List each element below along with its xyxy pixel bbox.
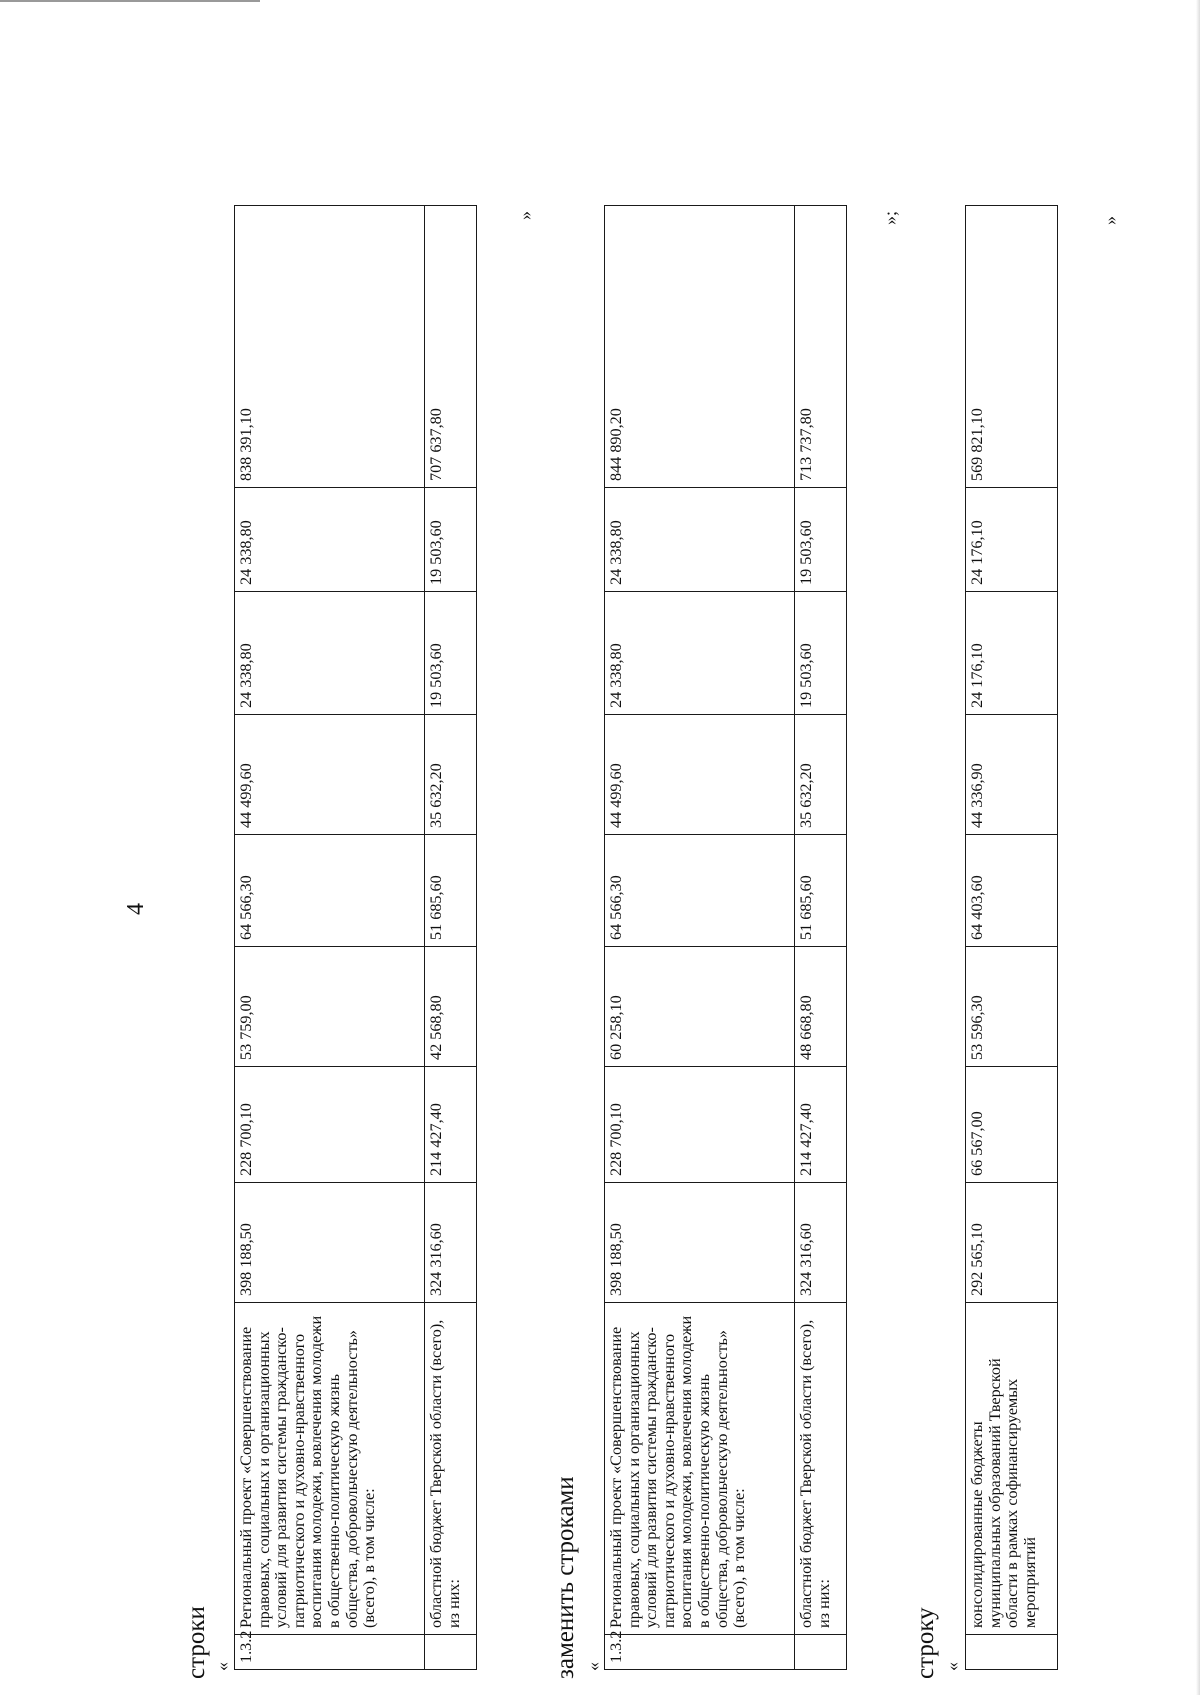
row-code (795, 1635, 847, 1670)
row-name: Региональный проект «Совершенствование правовых, социальных и организационных условий для развития системы гражданско-патриотического и духовно-нравственного воспитания молодежи, вовлечения молодежи в общественно-политическую жизнь общества, добровольческую деятельность» (всего), в том числе: (235, 1303, 425, 1635)
row-name: областной бюджет Тверской области (всего), из них: (795, 1303, 847, 1635)
open-quote: « (942, 1662, 962, 1671)
row-code (966, 1635, 1058, 1670)
table-row (605, 206, 795, 1670)
table-original-rows (234, 205, 477, 1670)
table-single-row (965, 205, 1058, 1670)
close-quote: »; (880, 210, 900, 225)
page-number: 4 (123, 903, 149, 915)
value-cell: 324 316,60 (795, 1183, 847, 1303)
value-cell: 24 338,80 (605, 592, 795, 715)
value-cell: 24 338,80 (235, 488, 425, 592)
value-cell: 19 503,60 (425, 592, 477, 715)
table-row (425, 206, 477, 1670)
value-cell: 44 499,60 (605, 715, 795, 835)
value-cell: 19 503,60 (425, 488, 477, 592)
section-heading-rows: строки (183, 1606, 210, 1679)
value-cell: 228 700,10 (605, 1067, 795, 1183)
value-cell: 292 565,10 (966, 1183, 1058, 1303)
value-cell: 42 568,80 (425, 947, 477, 1067)
value-cell: 35 632,20 (795, 715, 847, 835)
value-cell: 707 637,80 (425, 206, 477, 488)
open-quote: « (583, 1662, 603, 1671)
value-cell: 19 503,60 (795, 488, 847, 592)
value-cell: 53 596,30 (966, 947, 1058, 1067)
section-heading-replace: заменить строками (552, 1476, 579, 1679)
value-cell: 51 685,60 (795, 835, 847, 947)
value-cell: 24 176,10 (966, 592, 1058, 715)
value-cell: 398 188,50 (235, 1183, 425, 1303)
value-cell: 24 338,80 (605, 488, 795, 592)
value-cell: 569 821,10 (966, 206, 1058, 488)
value-cell: 214 427,40 (425, 1067, 477, 1183)
row-code (425, 1635, 477, 1670)
value-cell: 51 685,60 (425, 835, 477, 947)
close-quote: » (1100, 216, 1120, 225)
table-replacement-rows (604, 205, 847, 1670)
row-name: Региональный проект «Совершенствование правовых, социальных и организационных условий для развития системы гражданско-патриотического и духовно-нравственного воспитания молодежи, вовлечения молодежи в общественно-политическую жизнь общества, добровольческую деятельность» (всего), в том числе: (605, 1303, 795, 1635)
close-quote: » (515, 211, 535, 220)
row-name: консолидированные бюджеты муниципальных образований Тверской области в рамках софинансируемых мероприятий (966, 1303, 1058, 1635)
table-row (966, 206, 1058, 1670)
value-cell: 228 700,10 (235, 1067, 425, 1183)
table-row (235, 206, 425, 1670)
value-cell: 53 759,00 (235, 947, 425, 1067)
rotated-page-content (0, 195, 1200, 1695)
value-cell: 844 890,20 (605, 206, 795, 488)
value-cell: 838 391,10 (235, 206, 425, 488)
scan-top-edge (0, 0, 260, 2)
value-cell: 64 566,30 (235, 835, 425, 947)
value-cell: 35 632,20 (425, 715, 477, 835)
value-cell: 214 427,40 (795, 1067, 847, 1183)
section-heading-single-row: строку (912, 1607, 939, 1679)
row-name: областной бюджет Тверской области (всего), из них: (425, 1303, 477, 1635)
row-code: 1.3.2 (605, 1635, 795, 1670)
open-quote: « (212, 1662, 232, 1671)
value-cell: 713 737,80 (795, 206, 847, 488)
value-cell: 24 338,80 (235, 592, 425, 715)
value-cell: 44 336,90 (966, 715, 1058, 835)
table-row (795, 206, 847, 1670)
value-cell: 24 176,10 (966, 488, 1058, 592)
value-cell: 398 188,50 (605, 1183, 795, 1303)
value-cell: 324 316,60 (425, 1183, 477, 1303)
value-cell: 44 499,60 (235, 715, 425, 835)
value-cell: 66 567,00 (966, 1067, 1058, 1183)
value-cell: 64 403,60 (966, 835, 1058, 947)
value-cell: 19 503,60 (795, 592, 847, 715)
value-cell: 48 668,80 (795, 947, 847, 1067)
value-cell: 64 566,30 (605, 835, 795, 947)
value-cell: 60 258,10 (605, 947, 795, 1067)
row-code: 1.3.2 (235, 1635, 425, 1670)
